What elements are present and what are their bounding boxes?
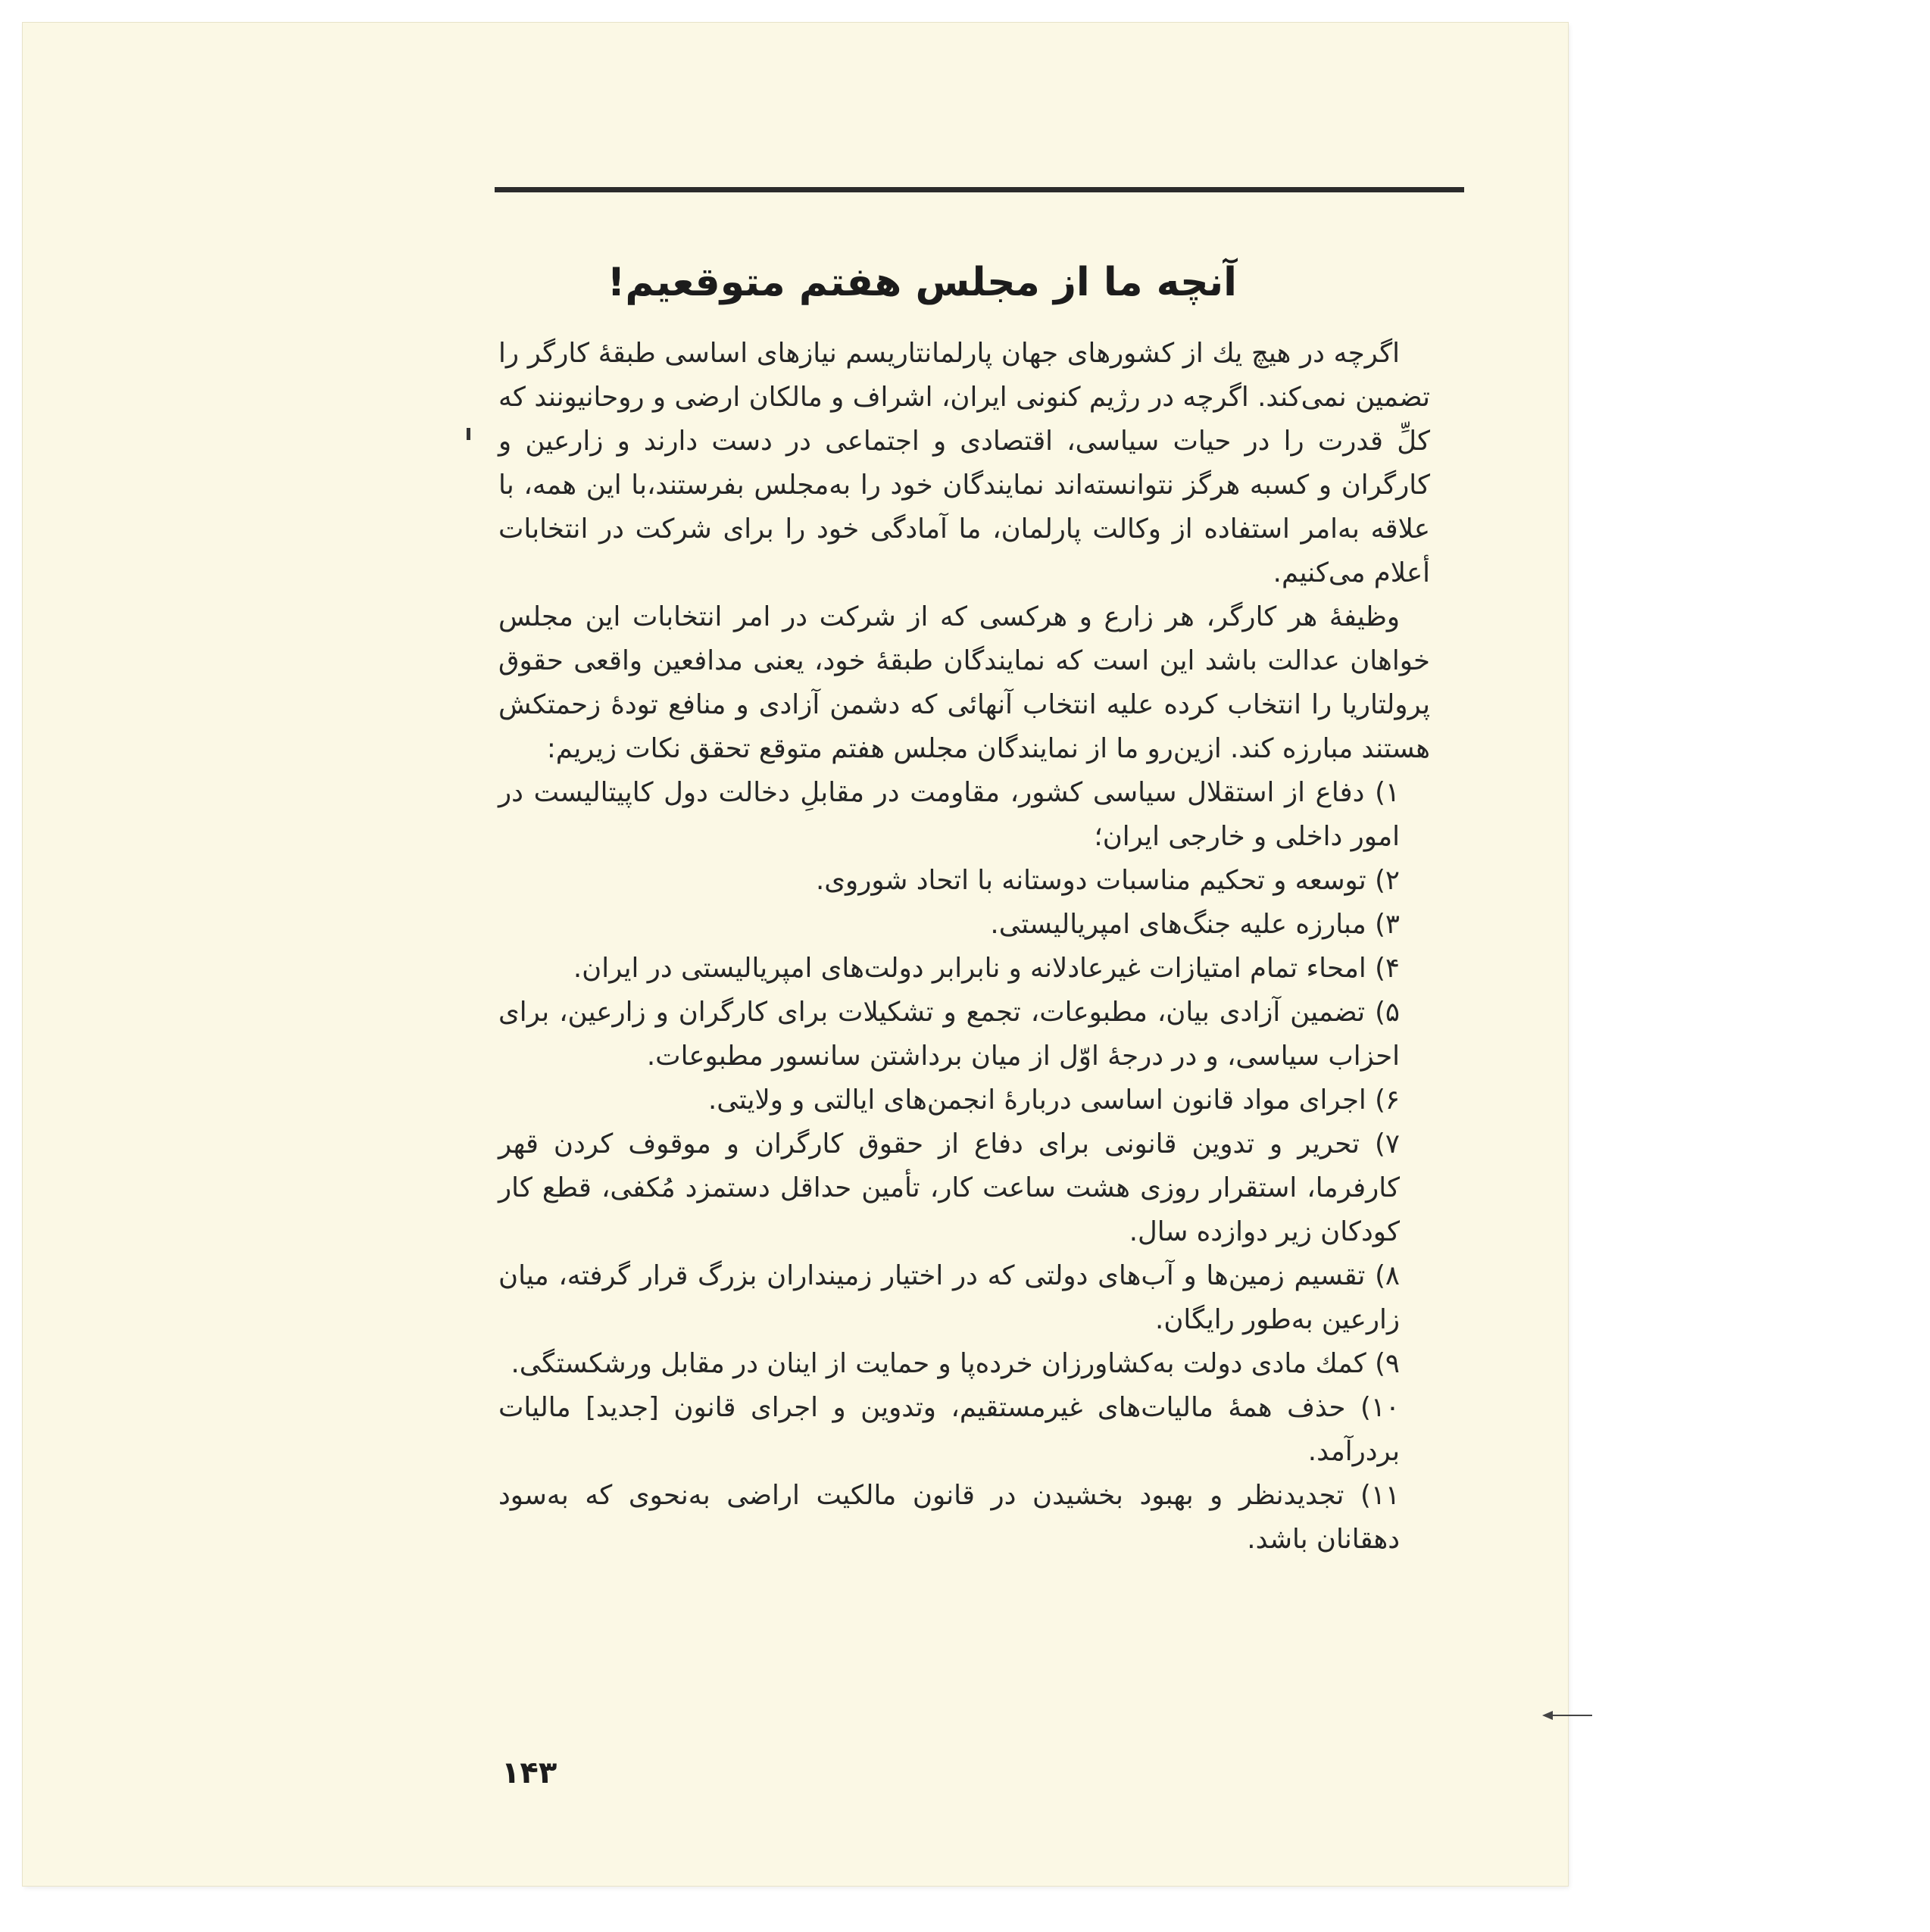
list-item-2: ۲) توسعه و تحکیم مناسبات دوستانه با اتحاد شوروی. (815, 865, 1400, 896)
book-page (23, 23, 1568, 1886)
list-item-9: ۹) کمك مادی دولت به‌کشاورزان خرده‌پا و حمایت از اینان در مقابل ورشکستگی. (511, 1348, 1400, 1379)
list-item-5: ۵) تضمین آزادی بیان، مطبوعات، تجمع و تشکیلات برای کارگران و زارعین، برای احزاب سیاسی، و در درجهٔ اوّل از میان برداشتن سانسور مطبوعات. (498, 997, 1400, 1072)
list-item-1: ۱) دفاع از استقلال سیاسی کشور، مقاومت در مقابلِ دخالت دول کاپیتالیست در امور داخلی و خارجی ایران؛ (498, 777, 1400, 852)
page-number: ۱۴۳ (501, 1756, 557, 1790)
list-item-10: ۱۰) حذف همهٔ مالیات‌های غیرمستقیم، وتدوین و اجرای قانون [جدید] مالیات بردرآمد. (498, 1392, 1400, 1467)
article-body (498, 332, 1430, 1562)
list-item-3: ۳) مبارزه علیه جنگ‌های امپریالیستی. (990, 909, 1400, 940)
paragraph-intro: اگرچه در هیچ یك از کشورهای جهان پارلمانتاریسم نیازهای اساسی طبقهٔ کارگر را تضمین نمی‌کند. اگرچه در رژیم کنونی ایران، اشراف و مالکان ارضی و روحانیونند که کلِّ قدرت را در حیات سیاسی، اقتصادی و اجتماعی در دست دارند و زارعین و کارگران و کسبه هرگز نتوانسته‌اند نمایندگان خود را به‌مجلس بفرستند،با این همه، با علاقه به‌امر استفاده از وکالت پارلمان، ما آمادگی خود را برای شرکت در انتخابات أعلام می‌کنیم. (498, 338, 1430, 588)
list-item-4: ۴) امحاء تمام امتیازات غیرعادلانه و نابرابر دولت‌های امپریالیستی در ایران. (573, 953, 1400, 984)
margin-arrow-mark (1545, 1715, 1592, 1716)
list-item-7: ۷) تحریر و تدوین قانونی برای دفاع از حقوق کارگران و موقوف کردن قهر کارفرما، استقرار روزی هشت ساعت کار، تأمین حداقل دستمزد مُکفی، قطع کار کودکان زیر دوازده سال. (498, 1128, 1400, 1247)
page-title: آنچه ما از مجلس هفتم متوقعیم! (607, 259, 1237, 305)
list-item-11: ۱۱) تجدیدنظر و بهبود بخشیدن در قانون مالکیت اراضی به‌نحوی که به‌سود دهقانان باشد. (498, 1480, 1400, 1555)
header-rule (495, 187, 1464, 192)
list-item-8: ۸) تقسیم زمین‌ها و آب‌های دولتی که در اختیار زمینداران بزرگ قرار گرفته، میان زارعین به‌طور رایگان. (498, 1260, 1400, 1335)
paragraph-duty: وظیفهٔ هر کارگر، هر زارع و هرکسی که از شرکت در امر انتخابات این مجلس خواهان عدالت باشد این است که نمایندگان طبقهٔ خود، یعنی مدافعین واقعی حقوق پرولتاریا را انتخاب کرده علیه انتخاب آنهائی که دشمن آزادی و منافع تودهٔ زحمتکش هستند مبارزه کند. ازین‌رو ما از نمایندگان مجلس هفتم متوقع تحقق نکات زیریم: (498, 601, 1430, 764)
margin-tick (467, 428, 470, 440)
list-item-6: ۶) اجرای مواد قانون اساسی دربارهٔ انجمن‌های ایالتی و ولایتی. (708, 1085, 1400, 1116)
